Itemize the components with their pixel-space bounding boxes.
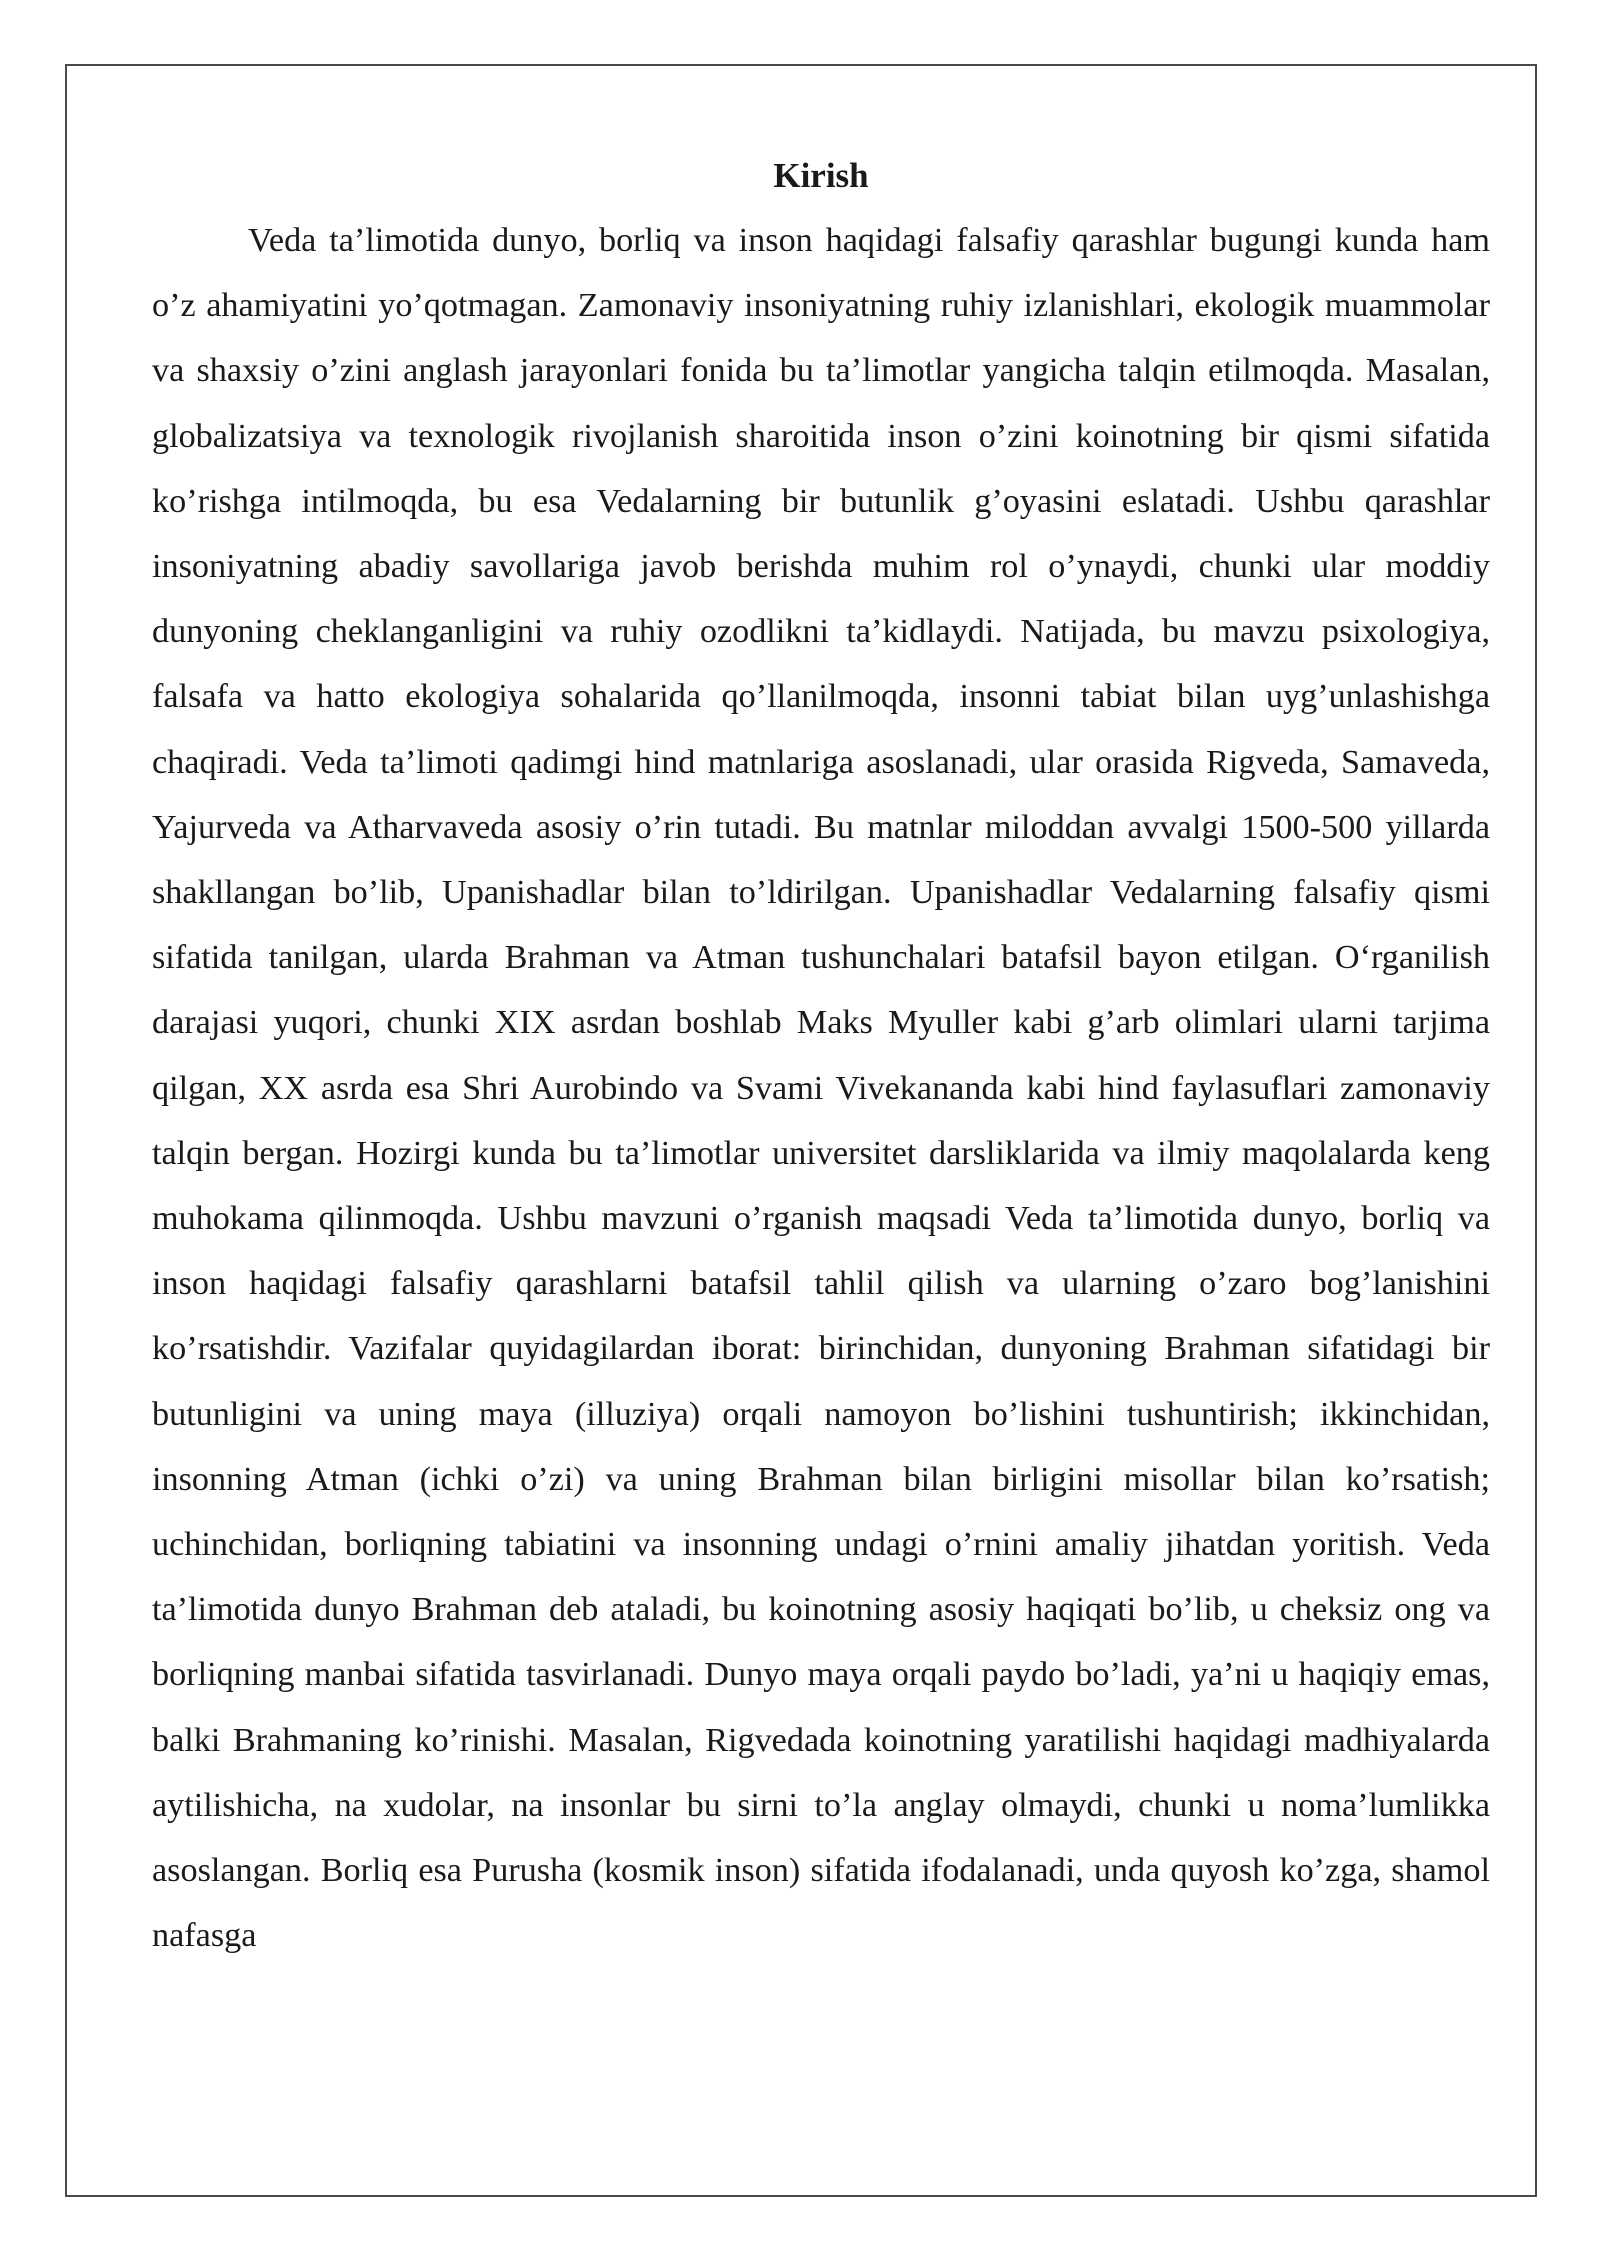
document-title: Kirish	[773, 156, 869, 195]
body-paragraph: Veda ta’limotida dunyo, borliq va inson haqidagi falsafiy qarashlar bugungi kunda ham o’z ahamiyatini yo’qotmagan. Zamonaviy insoniyatning ruhiy izlanishlari, ekologik muammolar va shaxsiy o’zini anglash jarayonlari fonida bu ta’limotlar yangicha talqin etilmoqda. Masalan, globalizatsiya va texnologik rivojlanish sharoitida inson o’zini koinotning bir qismi sifatida ko’rishga intilmoqda, bu esa Vedalarning bir butunlik g’oyasini eslatadi. Ushbu qarashlar insoniyatning abadiy savollariga javob berishda muhim rol o’ynaydi, chunki ular moddiy dunyoning cheklanganligini va ruhiy ozodlikni ta’kidlaydi. Natijada, bu mavzu psixologiya, falsafa va hatto ekologiya sohalarida qo’llanilmoqda, insonni tabiat bilan uyg’unlashishga chaqiradi. Veda ta’limoti qadimgi hind matnlariga asoslanadi, ular orasida Rigveda, Samaveda, Yajurveda va Atharvaveda asosiy o’rin tutadi. Bu matnlar miloddan avvalgi 1500-500 yillarda shakllangan bo’lib, Upanishadlar bilan to’ldirilgan. Upanishadlar Vedalarning falsafiy qismi sifatida tanilgan, ularda Brahman va Atman tushunchalari batafsil bayon etilgan. O‘rganilish darajasi yuqori, chunki XIX asrdan boshlab Maks Myuller kabi g’arb olimlari ularni tarjima qilgan, XX asrda esa Shri Aurobindo va Svami Vivekananda kabi hind faylasuflari zamonaviy talqin bergan. Hozirgi kunda bu ta’limotlar universitet darsliklarida va ilmiy maqolalarda keng muhokama qilinmoqda. Ushbu mavzuni o’rganish maqsadi Veda ta’limotida dunyo, borliq va inson haqidagi falsafiy qarashlarni batafsil tahlil qilish va ularning o’zaro bog’lanishini ko’rsatishdir. Vazifalar quyidagilardan iborat: birinchidan, dunyoning Brahman sifatidagi bir butunligini va uning maya (illuziya) orqali namoyon bo’lishini tushuntirish; ikkinchidan, insonning Atman (ichki o’zi) va uning Brahman bilan birligini misollar bilan ko’rsatish; uchinchidan, borliqning tabiatini va insonning undagi o’rnini amaliy jihatdan yoritish. Veda ta’limotida dunyo Brahman deb ataladi, bu koinotning asosiy haqiqati bo’lib, u cheksiz ong va borliqning manbai sifatida tasvirlanadi. Dunyo maya orqali paydo bo’ladi, ya’ni u haqiqiy emas, balki Brahmaning ko’rinishi. Masalan, Rigvedada koinotning yaratilishi haqidagi madhiyalarda aytilishicha, na xudolar, na insonlar bu sirni to’la anglay olmaydi, chunki u noma’lumlikka asoslangan. Borliq esa Purusha (kosmik inson) sifatida ifodalanadi, unda quyosh ko’zga, shamol nafasga	[152, 222, 1490, 1955]
document-body	[152, 144, 1490, 2038]
